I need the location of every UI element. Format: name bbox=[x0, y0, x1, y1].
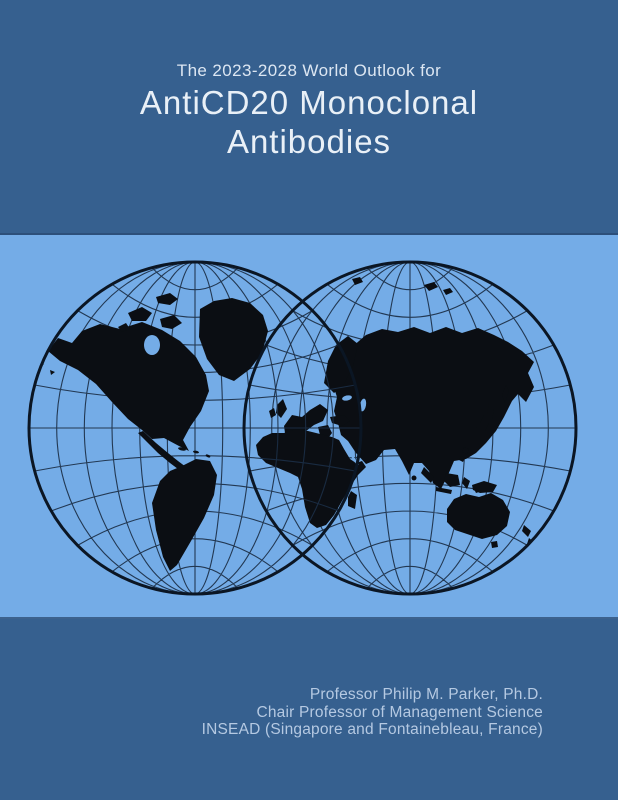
author-role: Chair Professor of Management Science bbox=[256, 703, 543, 721]
graticule-left bbox=[29, 262, 361, 594]
world-map-icon bbox=[0, 235, 618, 619]
landmass-ireland bbox=[269, 408, 276, 418]
western-hemisphere bbox=[29, 262, 361, 594]
band-divider bbox=[0, 617, 618, 619]
landmass-madagascar bbox=[348, 491, 357, 509]
world-map-band bbox=[0, 233, 618, 617]
landmass-antilles bbox=[205, 454, 211, 458]
author-block bbox=[202, 686, 543, 739]
author-name: Professor Philip M. Parker, Ph.D. bbox=[309, 686, 543, 703]
author-affiliation: INSEAD (Singapore and Fontainebleau, France) bbox=[201, 721, 543, 738]
landmass-sri-lanka bbox=[412, 476, 417, 481]
book-title-line1: AntiCD20 Monoclonal bbox=[139, 84, 479, 121]
landmass-africa bbox=[256, 429, 366, 528]
landmass-australia bbox=[447, 493, 510, 539]
landmass-tasmania bbox=[491, 541, 498, 548]
landmass-greenland bbox=[199, 298, 268, 381]
western-landmasses bbox=[38, 293, 268, 571]
landmass-south-america bbox=[152, 459, 217, 571]
series-title: The 2023-2028 World Outlook for bbox=[176, 61, 442, 80]
landmass-hispaniola bbox=[193, 450, 199, 454]
book-title-line2: Antibodies bbox=[226, 123, 392, 160]
landmass-north-america bbox=[48, 322, 209, 451]
hudson-bay bbox=[144, 335, 160, 355]
